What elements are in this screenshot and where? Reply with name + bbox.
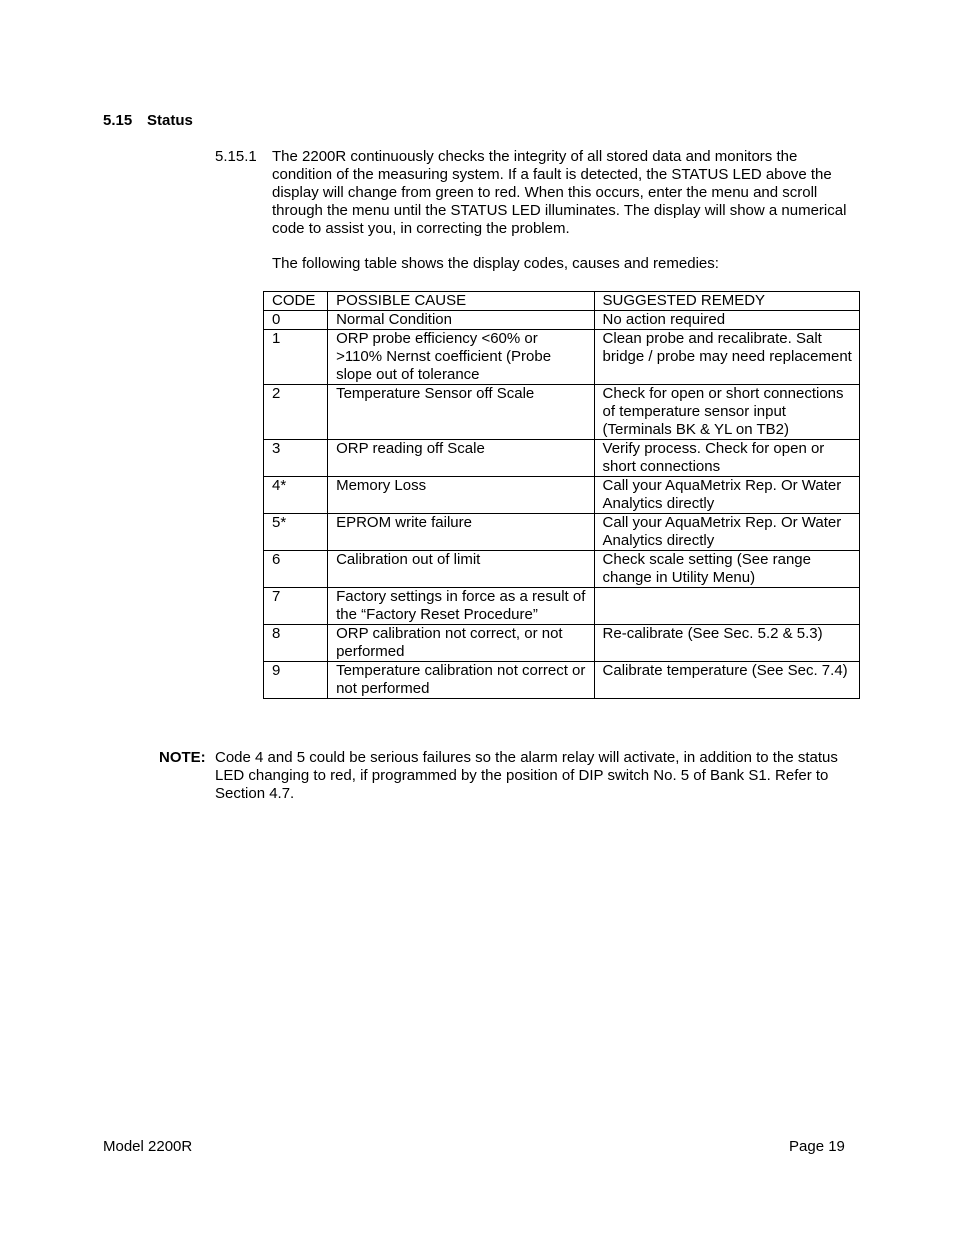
cause-cell: ORP calibration not correct, or not performed (328, 625, 594, 662)
code-cell: 4* (264, 477, 328, 514)
remedy-cell: Check scale setting (See range change in Utility Menu) (594, 551, 859, 588)
cause-cell: ORP probe efficiency <60% or >110% Nernst coefficient (Probe slope out of tolerance (328, 330, 594, 385)
code-cell: 9 (264, 662, 328, 699)
remedy-cell: Clean probe and recalibrate. Salt bridge / probe may need replacement (594, 330, 859, 385)
table-row (264, 385, 860, 440)
table-row (264, 440, 860, 477)
section-heading (103, 112, 193, 129)
table-intro: The following table shows the display codes, causes and remedies: (272, 255, 719, 272)
table-row (264, 625, 860, 662)
remedy-cell: Re-calibrate (See Sec. 5.2 & 5.3) (594, 625, 859, 662)
remedy-cell: Call your AquaMetrix Rep. Or Water Analytics directly (594, 477, 859, 514)
cause-cell: ORP reading off Scale (328, 440, 594, 477)
table-header-row (264, 292, 860, 311)
note-label: NOTE: (159, 749, 206, 766)
table-row (264, 662, 860, 699)
table-row (264, 514, 860, 551)
subsection-text: The 2200R continuously checks the integrity of all stored data and monitors the condition of the measuring system. If a fault is detected, the STATUS LED above the display will change from green to red. When this occurs, enter the menu and scroll through the menu until the STATUS LED illuminates. The display will show a numerical code to assist you, in correcting the problem. (272, 148, 847, 237)
header-remedy: SUGGESTED REMEDY (594, 292, 859, 311)
table-row (264, 551, 860, 588)
cause-cell: Calibration out of limit (328, 551, 594, 588)
code-cell: 6 (264, 551, 328, 588)
section-title: Status (147, 112, 193, 129)
footer-page-number: Page 19 (789, 1138, 845, 1155)
header-code: CODE (264, 292, 328, 311)
cause-cell: Temperature calibration not correct or not performed (328, 662, 594, 699)
cause-cell: Normal Condition (328, 311, 594, 330)
subsection-paragraph (215, 148, 855, 238)
section-number: 5.15 (103, 112, 133, 129)
remedy-cell: No action required (594, 311, 859, 330)
header-cause: POSSIBLE CAUSE (328, 292, 594, 311)
remedy-cell: Verify process. Check for open or short connections (594, 440, 859, 477)
code-cell: 8 (264, 625, 328, 662)
cause-cell: EPROM write failure (328, 514, 594, 551)
table-row (264, 588, 860, 625)
note-block (159, 749, 859, 803)
code-cell: 5* (264, 514, 328, 551)
remedy-cell: Check for open or short connections of temperature sensor input (Terminals BK & YL on TB2) (594, 385, 859, 440)
footer-model: Model 2200R (103, 1138, 193, 1155)
cause-cell: Memory Loss (328, 477, 594, 514)
remedy-cell: Calibrate temperature (See Sec. 7.4) (594, 662, 859, 699)
note-text: Code 4 and 5 could be serious failures so the alarm relay will activate, in addition to the status LED changing to red, if programmed by the position of DIP switch No. 5 of Bank S1. Refer to Section 4.7. (215, 749, 838, 802)
code-cell: 1 (264, 330, 328, 385)
code-cell: 3 (264, 440, 328, 477)
remedy-cell: Call your AquaMetrix Rep. Or Water Analytics directly (594, 514, 859, 551)
code-cell: 7 (264, 588, 328, 625)
cause-cell: Factory settings in force as a result of the “Factory Reset Procedure” (328, 588, 594, 625)
table-row (264, 330, 860, 385)
table-row (264, 311, 860, 330)
subsection-number: 5.15.1 (215, 148, 257, 165)
remedy-cell (594, 588, 859, 625)
cause-cell: Temperature Sensor off Scale (328, 385, 594, 440)
code-cell: 0 (264, 311, 328, 330)
code-cell: 2 (264, 385, 328, 440)
status-codes-table (263, 291, 860, 699)
table-row (264, 477, 860, 514)
